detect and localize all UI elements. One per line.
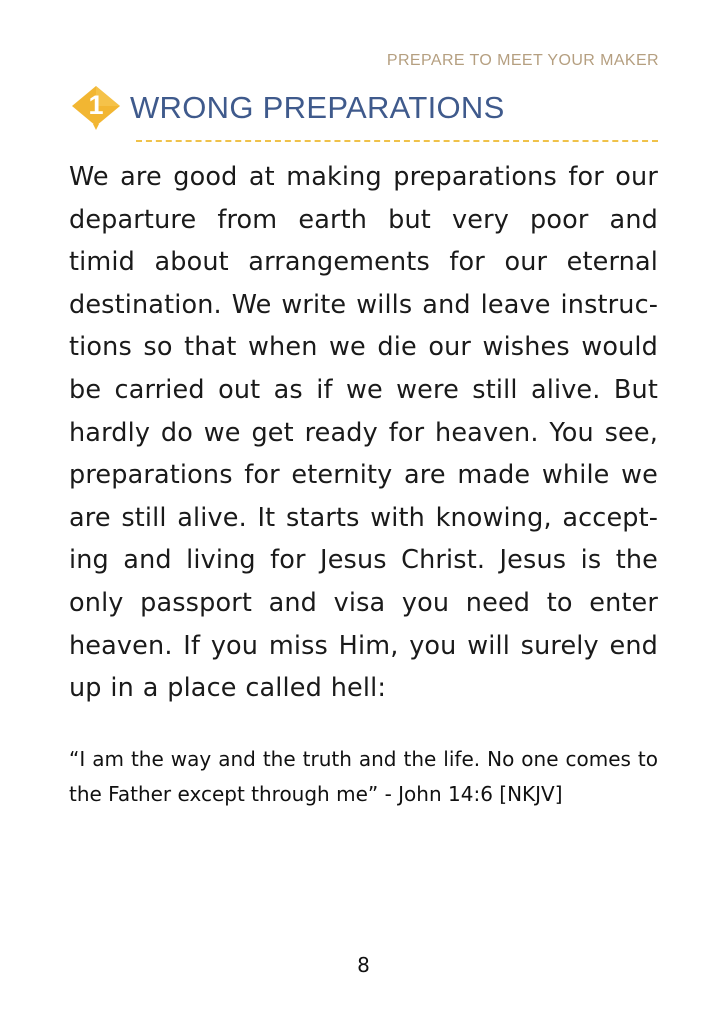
scripture-quote: “I am the way and the truth and the life. No one comes to the Father except through me” - John 14:6 [NKJV] [69,747,658,806]
page-number: 8 [357,953,370,977]
chapter-title: WRONG PREPARATIONS [130,90,505,125]
dashed-divider [136,140,658,142]
diamond-number-badge-icon [72,84,124,132]
chapter-number: 1 [88,90,104,120]
chapter-heading [72,84,505,132]
running-header: PREPARE TO MEET YOUR MAKER [386,52,659,69]
body-paragraph: We are good at making preparations for our departure from earth but very poor and timid about arrangements for our eternal destination. We write wills and leave instructions so that when we die our wishes would be carried out as if we were still alive. But hardly do we get ready for heaven. You see, preparations for eternity are made while we are still alive. It starts with knowing, accepting and living for Jesus Christ. Jesus is the only passport and visa you need to enter heaven. If you miss Him, you will surely end up in a place called hell: [69,162,658,704]
